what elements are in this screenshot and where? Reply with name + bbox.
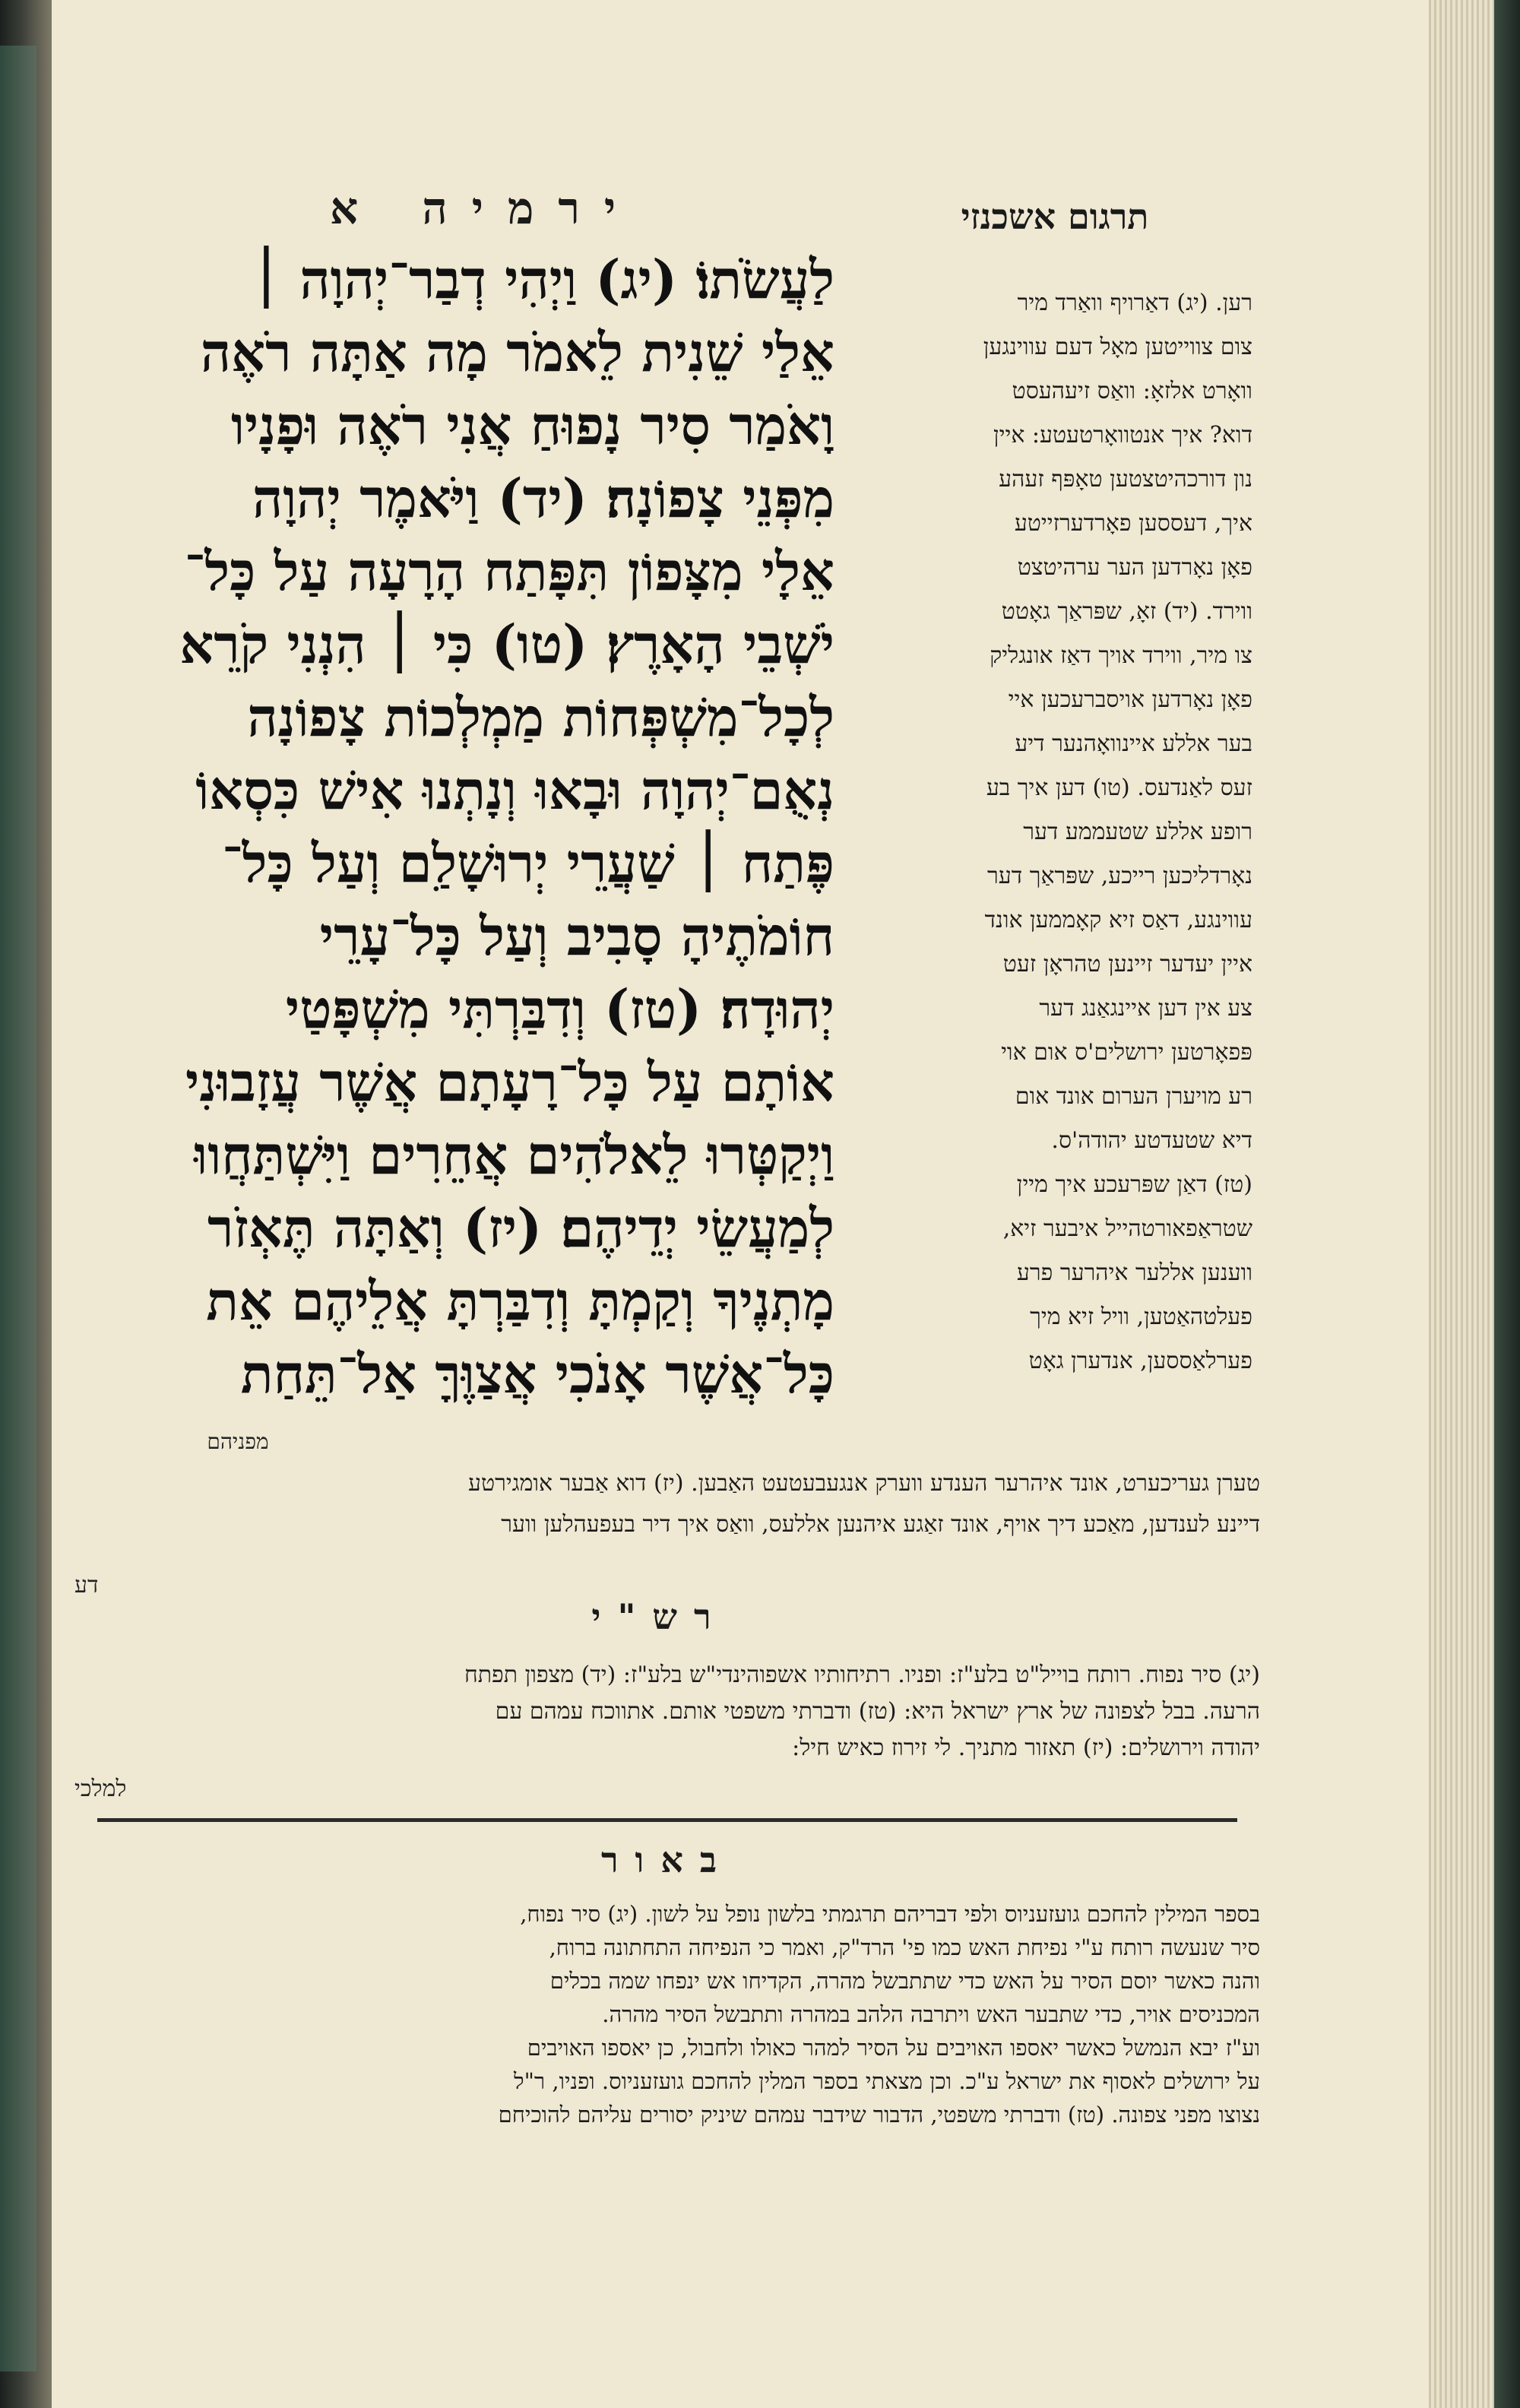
- yiddish-line: איך, דעססען פאָרדערזייטע: [1014, 510, 1252, 537]
- yiddish-line: רען. (יג) דאַרויף וואַרד מיר: [1017, 290, 1252, 316]
- rashi-line: הרעה. בבל לצפונה של ארץ ישראל היא: (טז) ודברתי משפטי אותם. אתווכח עמהם עם: [495, 1698, 1260, 1725]
- hebrew-line: אוֹתָם עַל כָּל־רָעָתָם אֲשֶׁר עֲזָבוּנִי: [185, 1050, 834, 1114]
- yiddish-line: (טז) דאַן שפּרעכע איך מיין: [1016, 1171, 1252, 1198]
- yiddish-line: ווירד. (יד) זאָ, שפּראַך גאָטט: [1001, 598, 1252, 625]
- yiddish-line: צע אין דען איינגאַנג דער: [1039, 995, 1252, 1022]
- section-divider: [97, 1818, 1237, 1822]
- biur-heading: באור: [600, 1839, 734, 1880]
- yiddish-line: טערן געריכערט, אונד איהרער הענדע ווערק אנגעבעטעט האַבען. (יז) דוא אַבער אומגירטע: [467, 1470, 1260, 1497]
- hebrew-line: לַעֲשֹׂתוֹ׃ (יג) וַיְהִי דְבַר־יְהוָה ׀: [251, 248, 834, 311]
- yiddish-line: רע מויערן הערום אונד אום: [1015, 1083, 1252, 1110]
- yiddish-line: זעס לאַנדעס. (טו) דען איך בע: [986, 775, 1252, 801]
- book-spine-left: [0, 0, 52, 2408]
- biur-line: על ירושלים לאסוף את ישראל ע"כ. וכן מצאתי בספר המלין להחכם גועזעניוס. ופניו, ר"ל: [514, 2068, 1260, 2094]
- yiddish-line: איין יעדער זיינען טהראָן זעט: [1002, 951, 1252, 977]
- hebrew-line: וָאֹמַר סִיר נָפוּחַ אֲנִי רֹאֶה וּפָנָיו: [231, 394, 834, 457]
- hebrew-line: לְמַעֲשֵׂי יְדֵיהֶם׃ (יז) וְאַתָּה תֶּאְזֹר: [207, 1196, 834, 1259]
- header-book-title: ירמיה א: [329, 182, 641, 234]
- hebrew-line: מִפְּנֵי צָפוֹנָה׃ (יד) וַיֹּאמֶר יְהוָה: [252, 467, 834, 530]
- hebrew-line: חוֹמֹתֶיהָ סָבִיב וְעַל כָּל־עָרֵי: [319, 905, 834, 968]
- yiddish-line: צו מיר, ווירד אויך דאַז אונגליק: [990, 642, 1252, 669]
- hebrew-line: וַיְקַטְּרוּ לֵאלֹהִים אֲחֵרִים וַיִּשְׁתַּחֲווּ: [194, 1123, 834, 1187]
- header-targum-title: תרגום אשכנזי: [961, 196, 1149, 237]
- rashi-commentary: [74, 1657, 1260, 1766]
- yiddish-line: נאָרדליכען רייכע, שפּראַך דער: [987, 863, 1252, 889]
- biur-line: נצוצו מפני צפונה. (טז) ודברתי משפטי, הדבור שידבר עמהם שיניק יסורים עליהם להוכיחם: [498, 2102, 1260, 2128]
- yiddish-line: פעלטהאַטען, וויל זיא מיך: [1030, 1304, 1252, 1330]
- yiddish-line: עווינגע, דאַס זיא קאָממען אונד: [984, 907, 1252, 933]
- yiddish-line: נון דורכהיטצטען טאָפּף זעהע: [999, 466, 1252, 493]
- hebrew-line: מָתְנֶיךָ וְקַמְתָּ וְדִבַּרְתָּ אֲלֵיהֶם אֵת: [206, 1269, 834, 1332]
- biur-line: והנה כאשר יוסם הסיר על האש כדי שתתבשל מהרה, הקדיחו אש ינפחו שמה בכלים: [549, 1968, 1260, 1994]
- yiddish-line: דוא? איך אנטוואָרטעטע: איין: [993, 422, 1252, 448]
- yiddish-translation-column: [842, 281, 1252, 1383]
- hebrew-line: אֵלַי שֵׁנִית לֵאמֹר מָה אַתָּה רֹאֶה: [200, 321, 834, 384]
- yiddish-line: צום צווייטען מאָל דעם עווינגען: [983, 334, 1252, 360]
- yiddish-line: פערלאַססען, אנדערן גאָט: [1028, 1348, 1252, 1374]
- biur-line: בספר המילין להחכם גועזעניוס ולפי דבריהם תרגמתי בלשון נופל על לשון. (יג) סיר נפוח,: [520, 1901, 1260, 1927]
- book-page: [52, 0, 1429, 2408]
- rashi-line: (יג) סיר נפוח. רותח בוייל"ט בלע"ז: ופניו. רתיחותיו אשפוהינדי"ש בלע"ז: (יד) מצפון תפתח: [464, 1662, 1260, 1688]
- hebrew-catchword: מפניהם: [207, 1429, 269, 1454]
- yiddish-line: רופע אללע שטעממע דער: [1023, 819, 1252, 845]
- hebrew-line: יְהוּדָה׃ (טז) וְדִבַּרְתִּי מִשְׁפָּטַי: [285, 977, 834, 1041]
- biur-line: סיר שנעשה רותח ע"י נפיחת האש כמו פי' הרד"ק, ואמר כי הנפיחה התחתונה ברוח,: [549, 1934, 1260, 1960]
- yiddish-catchword: דע: [74, 1572, 99, 1598]
- rashi-heading: רש"י: [591, 1596, 728, 1637]
- yiddish-line: פּפאָרטען ירושלים'ס אום אוי: [1001, 1039, 1252, 1066]
- yiddish-line: בער אללע איינוואָהנער דיע: [1015, 730, 1252, 757]
- hebrew-line: לְכָל־מִשְׁפְּחוֹת מַמְלְכוֹת צָפוֹנָה: [247, 686, 834, 749]
- book-cover-left: [0, 46, 36, 2372]
- hebrew-text-column: [74, 243, 834, 1411]
- hebrew-line: כָּל־אֲשֶׁר אָנֹכִי אֲצַוֶּךָּ אַל־תֵּחַת: [240, 1342, 834, 1405]
- yiddish-line: ווענען אללער איהרער פרע: [1016, 1259, 1252, 1286]
- yiddish-continuation: [74, 1463, 1260, 1545]
- biur-line: וע"ז יבא הנמשל כאשר יאספו האויבים על הסיר למהר כאולו ולחבול, כן יאספו האויבים: [527, 2035, 1260, 2061]
- yiddish-line: פאָן נאָרדען אויסברעכען איי: [1008, 686, 1252, 713]
- biur-line: המכניסים אויר, כדי שתבער האש ויתרבה הלהב במהרה ותתבשל הסיר מהרה.: [602, 2001, 1260, 2027]
- hebrew-line: פֶּתַח ׀ שַׁעֲרֵי יְרוּשָׁלַ͏ִם וְעַל כָּל־: [221, 832, 834, 895]
- book-cover-right: [1494, 0, 1520, 2408]
- yiddish-line: דיא שטעדטע יהודה'ס.: [1051, 1127, 1252, 1154]
- hebrew-line: נְאֻם־יְהוָה וּבָאוּ וְנָתְנוּ אִישׁ כִּסְאוֹ: [195, 759, 834, 822]
- rashi-line: יהודה וירושלים: (יז) תאזור מתניך. לי זירוז כאיש חיל:: [792, 1735, 1260, 1761]
- yiddish-line: וואָרט אלזאָ: וואַס זיעהעסט: [1012, 378, 1252, 404]
- rashi-catchword: למלכי: [74, 1776, 127, 1802]
- biur-commentary: [74, 1897, 1260, 2131]
- yiddish-line: פאָן נאָרדען הער ערהיטצט: [1017, 554, 1252, 581]
- page-edges-right: [1429, 0, 1520, 2408]
- yiddish-line: שטראַפאורטהייל איבער זיא,: [1002, 1215, 1252, 1242]
- hebrew-line: יֹשְׁבֵי הָאָרֶץ׃ (טו) כִּי ׀ הִנְנִי קֹרֵא: [179, 613, 834, 676]
- yiddish-line: דיינע לענדען, מאַכע דיך אויף, אונד זאַגע איהנען אללעס, וואַס איך דיר בעפעהלען ווער: [501, 1511, 1260, 1538]
- hebrew-line: אֵלָי מִצָּפוֹן תִּפָּתַח הָרָעָה עַל כָּל־: [184, 540, 834, 603]
